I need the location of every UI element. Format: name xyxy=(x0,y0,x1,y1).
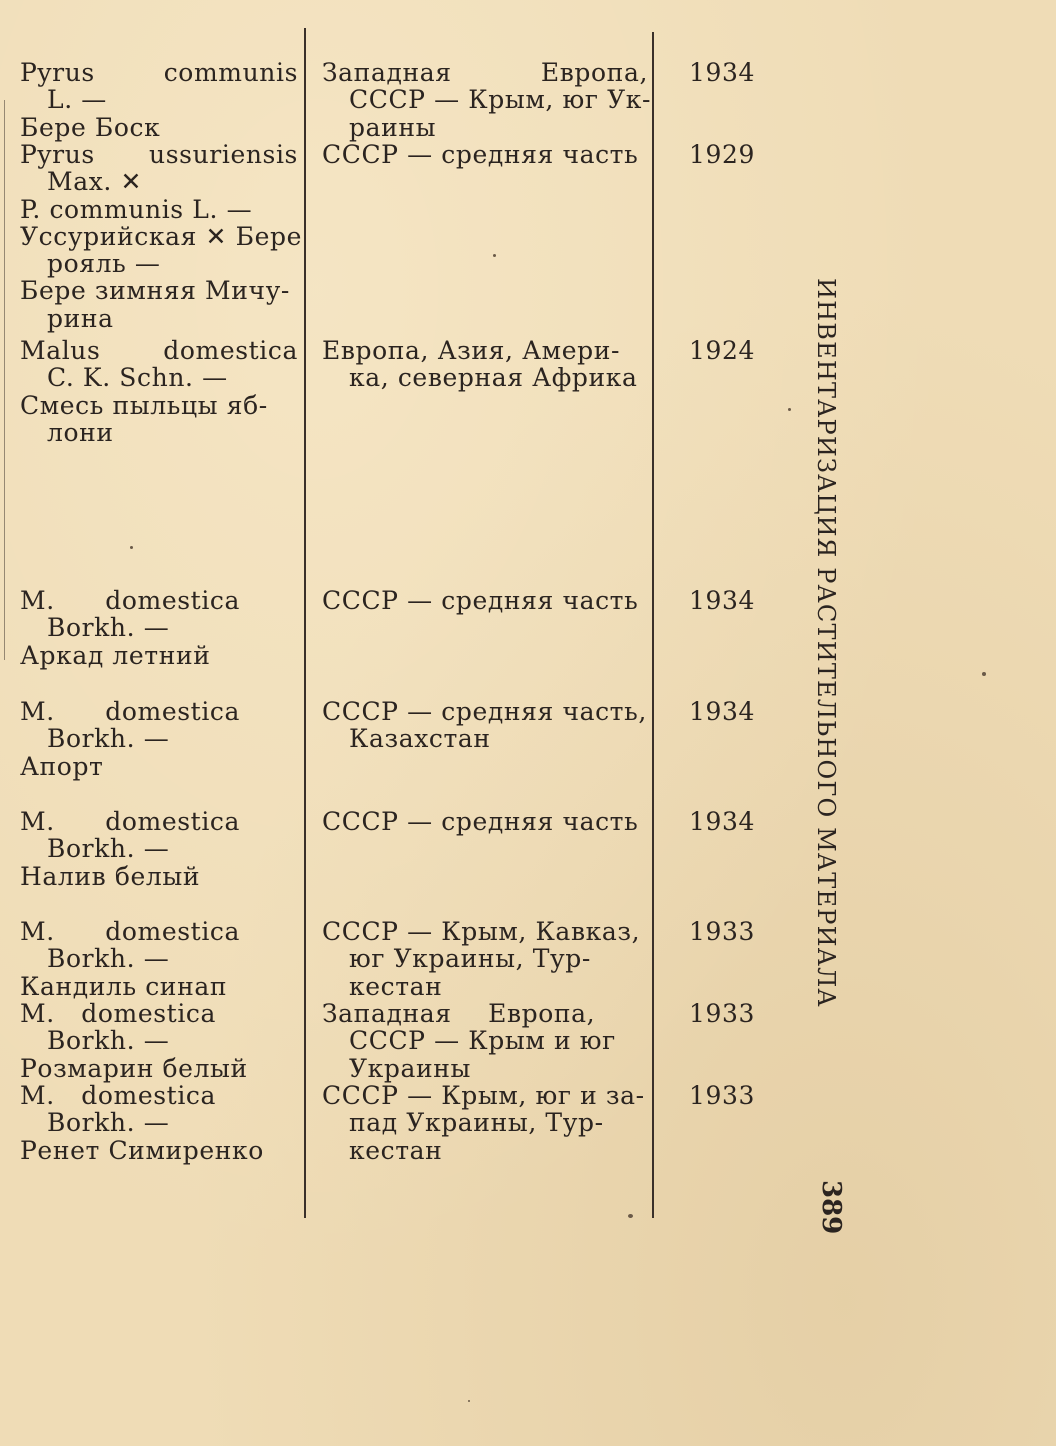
species-cell xyxy=(20,1000,298,1082)
year-cell: 1934 xyxy=(688,586,756,615)
region-line: пад Украины, Тур- xyxy=(349,1108,604,1138)
species-cell xyxy=(20,337,298,446)
paper-speck xyxy=(493,254,496,257)
region-cell xyxy=(322,1082,648,1164)
paper-speck xyxy=(468,1400,470,1402)
variety-line: Розмарин белый xyxy=(20,1053,248,1083)
species-line: P. communis L. — xyxy=(20,194,253,224)
species-line: M. domestica xyxy=(20,917,241,946)
variety-line: лони xyxy=(47,417,114,447)
species-line: Borkh. — xyxy=(47,834,170,864)
year-cell: 1929 xyxy=(688,140,756,169)
variety-line: Бере Боск xyxy=(20,112,161,142)
species-line: L. — xyxy=(47,85,107,115)
region-line: Европа, Азия, Амери- xyxy=(322,336,621,365)
species-line: Pyrus communis xyxy=(20,58,298,87)
region-line: СССР — Крым, юг Ук- xyxy=(349,85,652,115)
region-line: Украины xyxy=(349,1053,472,1083)
running-title: ИНВЕНТАРИЗАЦИЯ РАСТИТЕЛЬНОГО МАТЕРИАЛА xyxy=(812,278,840,1008)
region-line: раины xyxy=(349,112,437,142)
year-cell: 1934 xyxy=(688,58,756,87)
region-cell xyxy=(322,337,648,392)
species-cell xyxy=(20,140,303,333)
variety-line: Бере зимняя Мичу- xyxy=(20,276,290,306)
region-cell xyxy=(322,918,648,1000)
paper-speck xyxy=(982,672,986,676)
species-line: Max. ✕ xyxy=(47,167,143,197)
year-cell: 1933 xyxy=(688,1081,756,1110)
variety-line: рина xyxy=(47,303,114,333)
region-cell xyxy=(322,141,648,168)
region-line: Казахстан xyxy=(349,724,491,754)
region-line: СССР — Крым, Кавказ, xyxy=(322,917,641,946)
variety-line: Ренет Симиренко xyxy=(20,1135,264,1165)
paper-speck xyxy=(130,546,133,549)
column-rule-left xyxy=(304,28,306,1218)
variety-line: Смесь пыльцы яб- xyxy=(20,390,268,420)
region-line: СССР — Крым, юг и за- xyxy=(322,1081,645,1110)
species-cell xyxy=(20,1082,298,1164)
region-line: кестан xyxy=(349,971,443,1001)
region-line: ка, северная Африка xyxy=(349,363,638,393)
region-line: СССР — Крым и юг xyxy=(349,1026,616,1056)
column-rule-right xyxy=(652,32,654,1218)
species-line: Borkh. — xyxy=(47,1026,170,1056)
species-line: M. domestica xyxy=(20,807,241,836)
species-cell xyxy=(20,698,298,780)
species-cell xyxy=(20,808,298,890)
page-number: 389 xyxy=(816,1180,846,1235)
species-line: Pyrus ussuriensis xyxy=(20,140,298,169)
species-line: M. domestica xyxy=(20,1081,217,1110)
region-cell xyxy=(322,698,648,753)
region-line: Западная Европа, xyxy=(322,999,596,1028)
year-cell: 1934 xyxy=(688,697,756,726)
column-rule-margin xyxy=(4,100,5,660)
year-cell: 1924 xyxy=(688,336,756,365)
species-line: Borkh. — xyxy=(47,724,170,754)
variety-line: Аркад летний xyxy=(20,640,211,670)
species-line: M. domestica xyxy=(20,586,241,615)
region-line: юг Украины, Тур- xyxy=(349,944,591,974)
region-line: СССР — средняя часть, xyxy=(322,697,647,726)
variety-line: Апорт xyxy=(20,751,104,781)
species-cell xyxy=(20,587,298,669)
species-line: Borkh. — xyxy=(47,944,170,974)
region-cell xyxy=(322,808,648,835)
year-cell: 1934 xyxy=(688,807,756,836)
region-line: кестан xyxy=(349,1135,443,1165)
species-cell xyxy=(20,59,298,141)
paper-speck xyxy=(788,408,791,411)
year-cell: 1933 xyxy=(688,999,756,1028)
species-cell xyxy=(20,918,298,1000)
region-cell xyxy=(322,1000,648,1082)
variety-line: рояль — xyxy=(47,249,161,279)
region-line: СССР — средняя часть xyxy=(322,807,639,836)
region-line: Западная Европа, xyxy=(322,58,648,87)
species-line: M. domestica xyxy=(20,697,241,726)
species-line: Borkh. — xyxy=(47,613,170,643)
species-line: Malus domestica xyxy=(20,336,298,365)
species-line: C. K. Schn. — xyxy=(47,363,228,393)
region-cell xyxy=(322,587,648,614)
variety-line: Налив белый xyxy=(20,861,201,891)
species-line: M. domestica xyxy=(20,999,217,1028)
paper-speck xyxy=(628,1214,633,1218)
region-cell xyxy=(322,58,652,142)
species-line: Borkh. — xyxy=(47,1108,170,1138)
region-line: СССР — средняя часть xyxy=(322,140,639,169)
variety-line: Кандиль синап xyxy=(20,971,228,1001)
year-cell: 1933 xyxy=(688,917,756,946)
region-line: СССР — средняя часть xyxy=(322,586,639,615)
variety-line: Уссурийская ✕ Бере xyxy=(20,221,303,251)
